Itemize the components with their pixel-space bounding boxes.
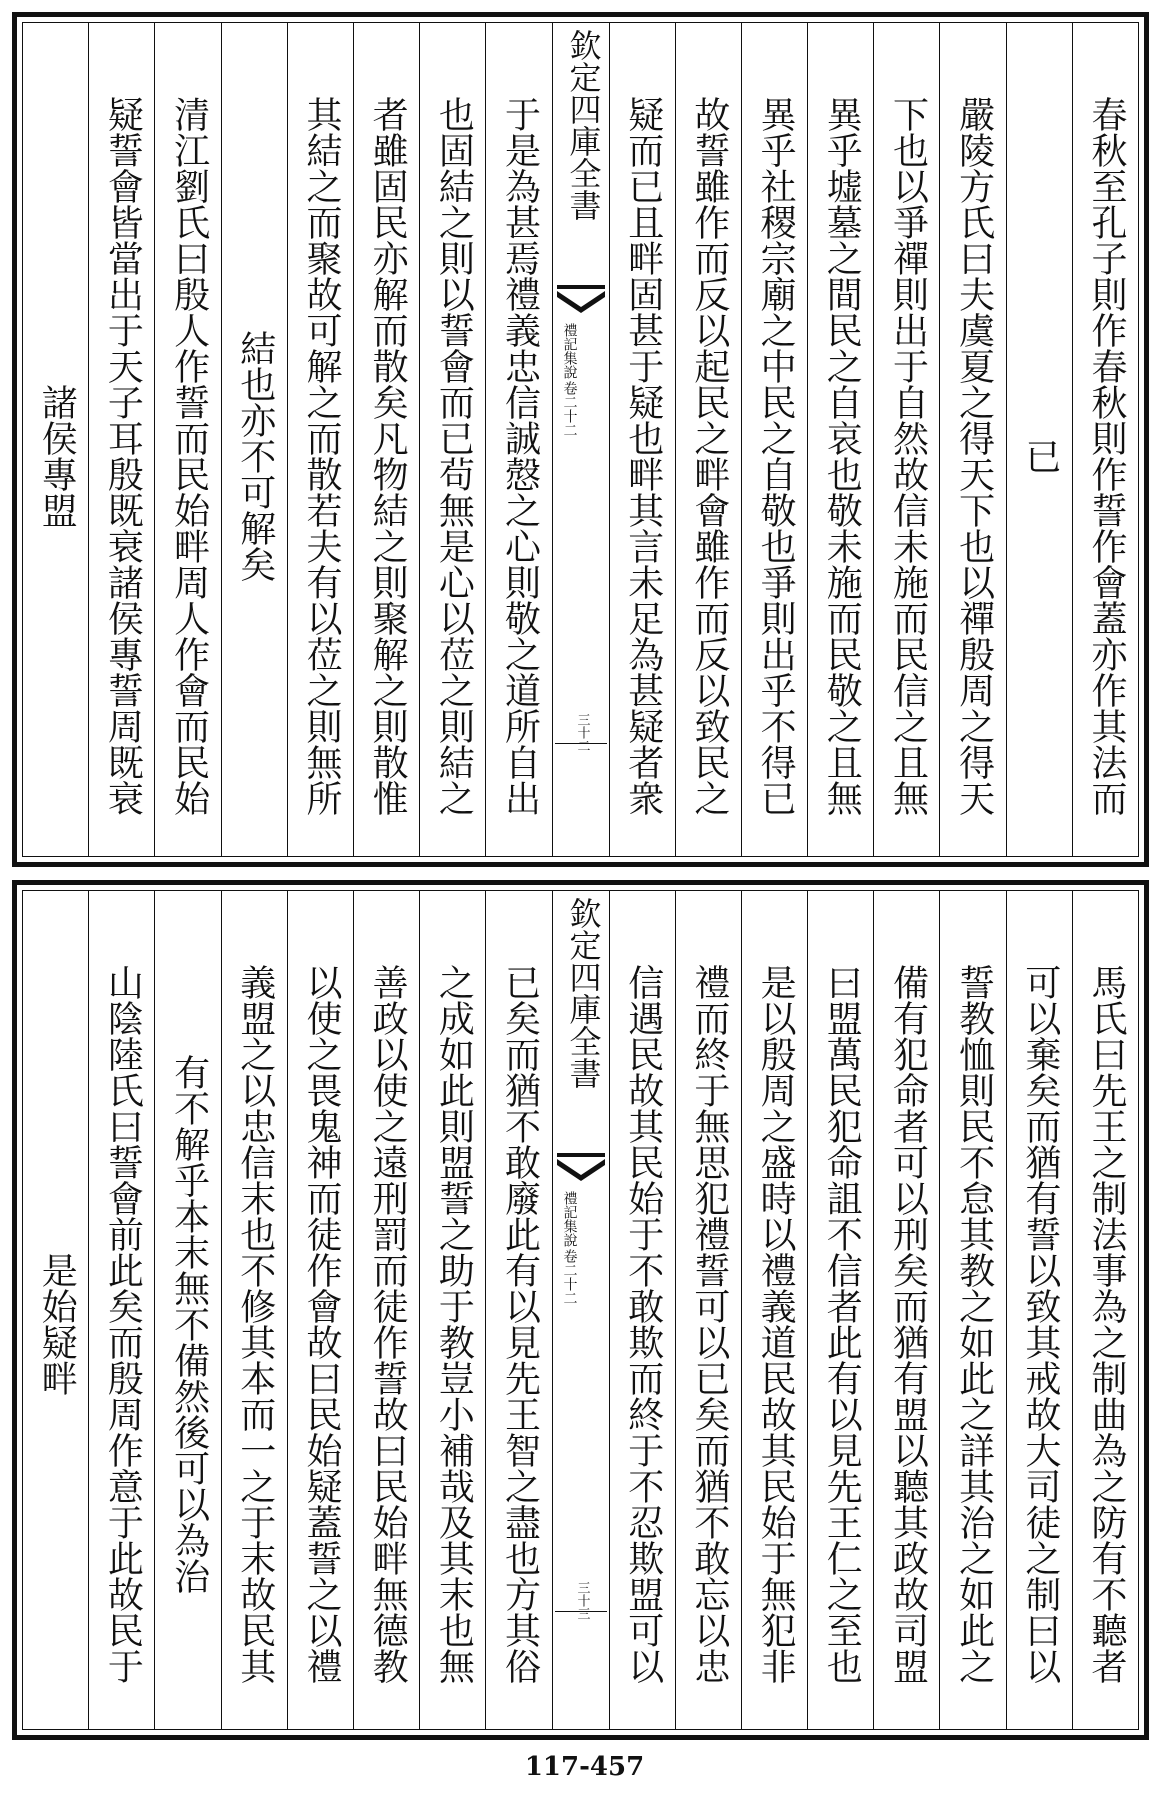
- column-text: 于是為甚焉禮義忠信誠慤之心則敬之道所自出: [499, 96, 541, 816]
- bottom-page-frame: [22, 890, 1139, 1730]
- text-column: [287, 23, 353, 856]
- text-column: [609, 23, 675, 856]
- column-text: 者雖固民亦解而散矣凡物結之則聚解之則散惟: [367, 96, 409, 816]
- column-text: 是始疑畔: [36, 1252, 78, 1396]
- text-column: [485, 891, 551, 1729]
- fishtail-mark-icon: [557, 1153, 605, 1181]
- text-column: [1072, 23, 1138, 856]
- column-text: 已: [1019, 438, 1061, 474]
- text-column: [353, 891, 419, 1729]
- text-column: [741, 891, 807, 1729]
- column-text: 善政以使之遠刑罰而徒作誓故曰民始畔無德教: [367, 964, 409, 1684]
- column-text: 誓教恤則民不怠其教之如此之詳其治之如此之: [953, 964, 995, 1684]
- text-column: [807, 23, 873, 856]
- column-text: 禮而終于無思犯禮誓可以已矣而猶不敢忘以忠: [688, 964, 730, 1684]
- text-column: [221, 891, 287, 1729]
- column-text: 可以棄矣而猶有誓以致其戒故大司徒之制曰以: [1019, 964, 1061, 1684]
- column-text: 其結之而聚故可解之而散若夫有以莅之則無所: [300, 96, 342, 816]
- text-column: [1006, 23, 1072, 856]
- column-text: 故誓雖作而反以起民之畔會雖作而反以致民之: [688, 96, 730, 816]
- column-text: 也固結之則以誓會而已茍無是心以莅之則結之: [433, 96, 475, 816]
- text-column: [1072, 891, 1138, 1729]
- column-text: 春秋至孔子則作春秋則作誓作會蓋亦作其法而: [1086, 96, 1127, 816]
- text-column: [675, 891, 741, 1729]
- text-column: [609, 891, 675, 1729]
- page-number: 三十三: [574, 1581, 590, 1620]
- book-subtitle-block: [561, 323, 579, 437]
- column-text: 嚴陵方氏曰夫虞夏之得天下也以禪殷周之得天: [953, 96, 995, 816]
- column-text: 是以殷周之盛時以禮義道民故其民始于無犯非: [755, 964, 797, 1684]
- text-column: [741, 23, 807, 856]
- column-text: 疑而已且畔固甚于疑也畔其言未足為甚疑者衆: [622, 96, 664, 816]
- book-subtitle: 禮記集說: [561, 323, 578, 379]
- text-column: [353, 23, 419, 856]
- bottom-page: [12, 880, 1149, 1740]
- column-text: 曰盟萬民犯命詛不信者此有以見先王仁之至也: [821, 964, 863, 1684]
- fold-rule: [555, 743, 607, 744]
- text-column: [939, 891, 1005, 1729]
- center-fold: [552, 891, 609, 1729]
- text-column: [1006, 891, 1072, 1729]
- text-column: [287, 891, 353, 1729]
- column-text: 下也以爭禪則出于自然故信未施而民信之且無: [887, 96, 929, 816]
- book-title: 欽定四庫全書: [564, 897, 603, 1089]
- text-column: [419, 23, 485, 856]
- text-column: [88, 23, 154, 856]
- text-column: [873, 23, 939, 856]
- top-page-frame: [22, 22, 1139, 857]
- volume-label: 卷二十二: [561, 381, 578, 437]
- column-text: 以使之畏鬼神而徒作會故曰民始疑蓋誓之以禮: [300, 964, 342, 1684]
- book-title: 欽定四庫全書: [564, 29, 603, 221]
- text-column: [23, 891, 88, 1729]
- column-text: 已矣而猶不敢廢此有以見先王智之盡也方其俗: [499, 964, 541, 1684]
- text-column: [873, 891, 939, 1729]
- volume-label: 卷二十二: [561, 1249, 578, 1305]
- column-text: 異乎社稷宗廟之中民之自敬也爭則出乎不得已: [755, 96, 797, 816]
- text-column: [675, 23, 741, 856]
- text-column: [154, 891, 220, 1729]
- page-footer-label: 117-457: [524, 1752, 645, 1782]
- fishtail-mark-icon: [557, 285, 605, 313]
- column-text: 有不解乎本末無不備然後可以為治: [168, 1054, 210, 1594]
- text-column: [154, 23, 220, 856]
- text-column: [23, 23, 88, 856]
- fold-rule: [555, 1611, 607, 1612]
- top-page: [12, 12, 1149, 867]
- column-text: 清江劉氏曰殷人作誓而民始畔周人作會而民始: [168, 96, 210, 816]
- column-text: 之成如此則盟誓之助于教豈小補哉及其末也無: [433, 964, 475, 1684]
- column-text: 備有犯命者可以刑矣而猶有盟以聽其政故司盟: [887, 964, 929, 1684]
- column-text: 結也亦不可解矣: [234, 330, 276, 582]
- text-column: [939, 23, 1005, 856]
- column-text: 馬氏曰先王之制法事為之制曲為之防有不聽者: [1086, 964, 1127, 1684]
- column-text: 異乎墟墓之間民之自哀也敬未施而民敬之且無: [821, 96, 863, 816]
- text-column: [221, 23, 287, 856]
- column-text: 山陰陸氏曰誓會前此矣而殷周作意于此故民于: [102, 964, 144, 1684]
- column-text: 信遇民故其民始于不敢欺而終于不忍欺盟可以: [622, 964, 664, 1684]
- text-column: [419, 891, 485, 1729]
- page-number: 三十二: [574, 713, 590, 752]
- book-subtitle-block: [561, 1191, 579, 1305]
- column-text: 諸侯專盟: [36, 384, 78, 528]
- column-text: 義盟之以忠信末也不修其本而一之于末故民其: [234, 964, 276, 1684]
- book-subtitle: 禮記集說: [561, 1191, 578, 1247]
- text-column: [807, 891, 873, 1729]
- text-column: [485, 23, 551, 856]
- center-fold: [552, 23, 609, 856]
- column-text: 疑誓會皆當出于天子耳殷既衰諸侯專誓周既衰: [102, 96, 144, 816]
- text-column: [88, 891, 154, 1729]
